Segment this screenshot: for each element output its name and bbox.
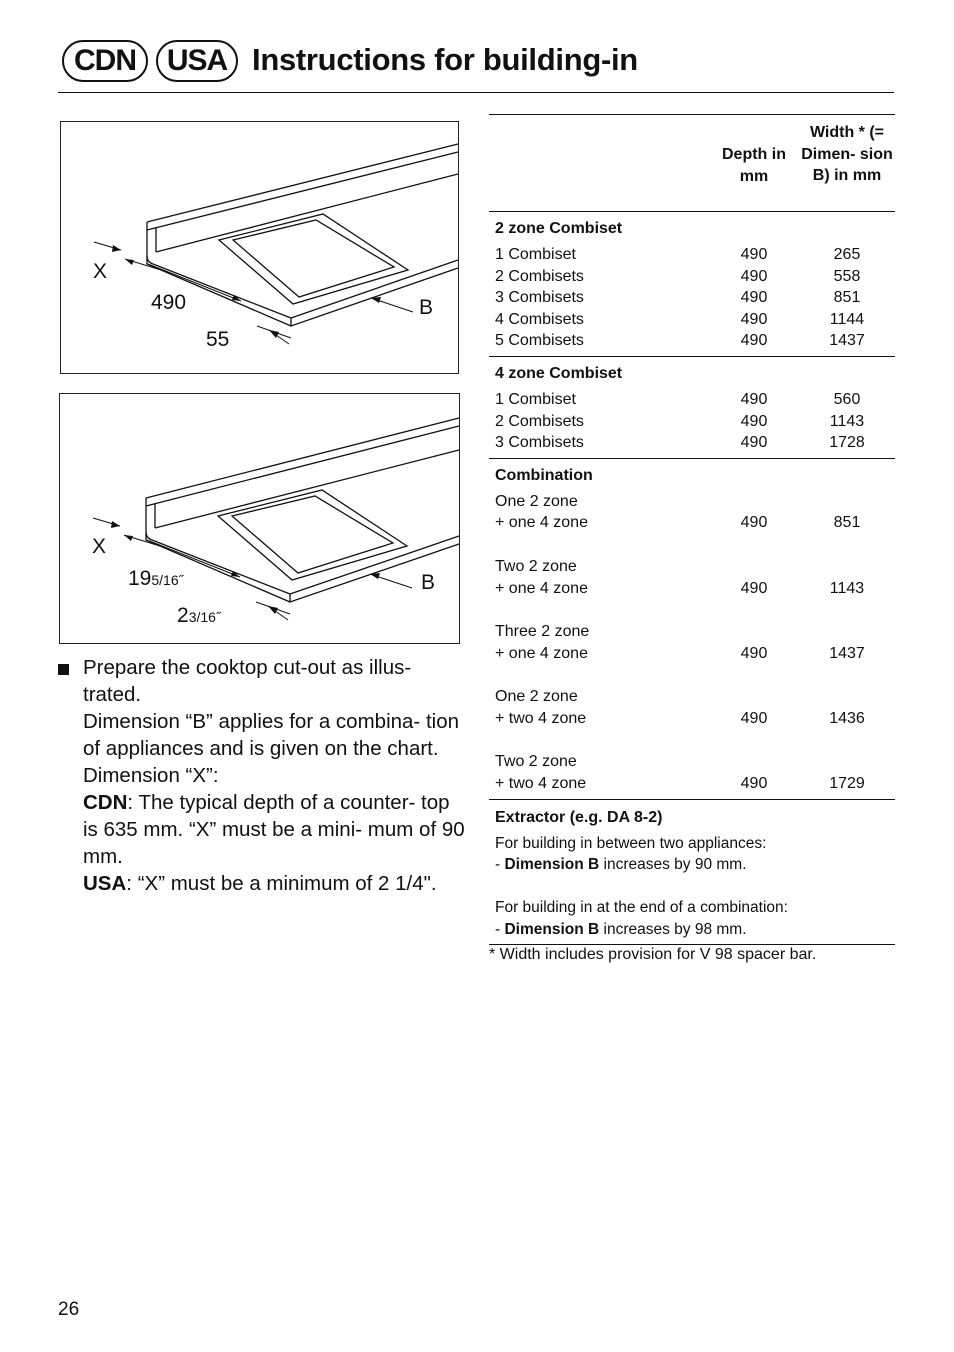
table-row — [489, 244, 895, 266]
row-label: 3 Combisets — [495, 434, 584, 452]
row-width: 1729 — [829, 774, 865, 792]
instructions — [56, 654, 466, 897]
row-label-line2: + two 4 zone — [495, 709, 587, 727]
offset-dimension-label: 55 — [206, 328, 230, 351]
dimension-x-label: X — [92, 535, 107, 558]
page-header — [58, 36, 894, 93]
offset-fraction: 3/16 — [188, 609, 216, 625]
row-width: 558 — [833, 267, 861, 285]
note-prefix: - — [495, 920, 505, 938]
row-label — [495, 751, 586, 794]
group-title: Combination — [495, 466, 593, 484]
group-title: 4 zone Combiset — [495, 364, 623, 382]
row-width: 1437 — [829, 332, 865, 350]
row-depth: 490 — [740, 412, 768, 430]
row-label: 1 Combiset — [495, 390, 576, 408]
cutout-diagram-metric — [60, 121, 459, 374]
row-label-line2: + one 4 zone — [495, 579, 588, 597]
extractor-section — [489, 800, 895, 946]
row-label-line2: + one 4 zone — [495, 514, 588, 532]
row-depth: 490 — [740, 514, 768, 532]
row-depth: 490 — [740, 709, 768, 727]
table-row — [489, 491, 895, 535]
row-depth: 490 — [740, 579, 768, 597]
depth-dimension-label — [128, 567, 183, 591]
row-depth: 490 — [740, 390, 768, 408]
usa-badge: USA — [156, 40, 238, 82]
row-width: 1143 — [829, 412, 865, 430]
row-depth: 490 — [740, 246, 768, 263]
table-row — [489, 751, 895, 795]
dimensions-table — [489, 114, 895, 965]
group-combination — [489, 459, 895, 800]
table-row — [489, 389, 895, 411]
row-width: 1143 — [829, 579, 865, 597]
table-row — [489, 556, 895, 600]
countertop-drawing-metric — [61, 122, 460, 375]
table-row — [489, 330, 895, 352]
usa-label: USA — [83, 872, 127, 895]
offset-whole: 2 — [177, 604, 189, 627]
depth-whole: 19 — [128, 567, 152, 590]
row-label-line2: + two 4 zone — [495, 774, 587, 792]
row-label: 5 Combisets — [495, 332, 584, 350]
row-depth: 490 — [740, 289, 768, 307]
table-row — [489, 309, 895, 331]
offset-dimension-label — [177, 604, 221, 628]
row-label: 2 Combisets — [495, 267, 584, 285]
row-label-line1: Two 2 zone — [495, 753, 577, 771]
cutout-diagram-imperial — [59, 393, 460, 644]
instruction-usa — [83, 870, 466, 897]
row-width: 851 — [833, 289, 861, 307]
cdn-badge: CDN — [62, 40, 148, 82]
offset-unit: ˝ — [215, 609, 221, 625]
group-4zone — [489, 357, 895, 459]
dimension-b-label: B — [421, 571, 436, 594]
extractor-title: Extractor (e.g. DA 8-2) — [495, 808, 663, 826]
row-label: 2 Combisets — [495, 412, 584, 430]
cdn-label: CDN — [83, 791, 128, 814]
row-width: 1437 — [829, 644, 865, 662]
group-title: 2 zone Combiset — [495, 220, 623, 237]
row-width: 1144 — [829, 310, 865, 328]
depth-fraction: 5/16 — [151, 572, 179, 588]
row-depth: 490 — [740, 644, 768, 662]
note-prefix: - — [495, 856, 505, 874]
header-depth: Depth in mm — [722, 146, 786, 185]
row-label: 4 Combisets — [495, 310, 584, 328]
dimension-b-label: B — [419, 296, 434, 319]
row-width: 851 — [833, 514, 861, 532]
row-label: 1 Combiset — [495, 246, 576, 263]
table-footnote: * Width includes provision for V 98 spacer bar. — [489, 946, 817, 964]
extractor-note: For building in at the end of a combination: — [495, 899, 788, 917]
row-depth: 490 — [740, 310, 768, 328]
row-label-line1: Three 2 zone — [495, 622, 590, 640]
row-depth: 490 — [740, 332, 768, 350]
table-header — [489, 115, 895, 212]
table-row — [489, 266, 895, 288]
row-depth: 490 — [740, 434, 768, 452]
instruction-line: Dimension “X”: — [83, 764, 219, 787]
group-2zone — [489, 212, 895, 357]
instruction-line: Prepare the cooktop cut-out as illus- trated. — [83, 656, 412, 706]
extractor-note: For building in between two appliances: — [495, 834, 767, 852]
note-bold: Dimension B — [504, 856, 600, 874]
extractor-note-detail — [495, 919, 895, 941]
countertop-drawing-imperial — [60, 394, 461, 645]
row-depth: 490 — [740, 774, 768, 792]
bullet-square-icon — [58, 664, 69, 675]
table-row — [489, 432, 895, 454]
note-rest: increases by 90 mm. — [599, 856, 747, 874]
row-label — [495, 621, 589, 664]
row-width: 1728 — [829, 434, 865, 452]
page-title: Instructions for building-in — [252, 42, 638, 77]
row-label-line1: Two 2 zone — [495, 557, 577, 575]
row-label-line1: One 2 zone — [495, 492, 578, 510]
depth-unit: ˝ — [178, 572, 184, 588]
row-width: 560 — [833, 390, 861, 408]
row-width: 265 — [833, 246, 861, 263]
cdn-text: : The typical depth of a counter- top is 635 mm. “X” must be a mini- mum of 90 mm. — [83, 791, 465, 868]
table-row — [489, 411, 895, 433]
table-row — [489, 686, 895, 730]
extractor-note-detail — [495, 854, 895, 876]
depth-dimension-label: 490 — [151, 291, 187, 314]
instruction-cdn — [83, 789, 466, 870]
row-label-line1: One 2 zone — [495, 688, 578, 706]
header-width: Width * (= Dimen- sion B) in mm — [801, 124, 893, 184]
row-label — [495, 686, 586, 729]
page-number: 26 — [58, 1299, 80, 1320]
row-depth: 490 — [740, 267, 768, 285]
row-label — [495, 491, 588, 534]
table-row — [489, 621, 895, 665]
table-row — [489, 287, 895, 309]
row-width: 1436 — [829, 709, 865, 727]
usa-text: : “X” must be a minimum of 2 1/4". — [126, 872, 437, 895]
dimension-x-label: X — [93, 260, 108, 283]
instruction-line: Dimension “B” applies for a combina- tion of appliances and is given on the chart. — [83, 710, 459, 760]
row-label — [495, 556, 588, 599]
row-label: 3 Combisets — [495, 289, 584, 307]
note-rest: increases by 98 mm. — [599, 920, 747, 938]
note-bold: Dimension B — [504, 920, 600, 938]
row-label-line2: + one 4 zone — [495, 644, 588, 662]
